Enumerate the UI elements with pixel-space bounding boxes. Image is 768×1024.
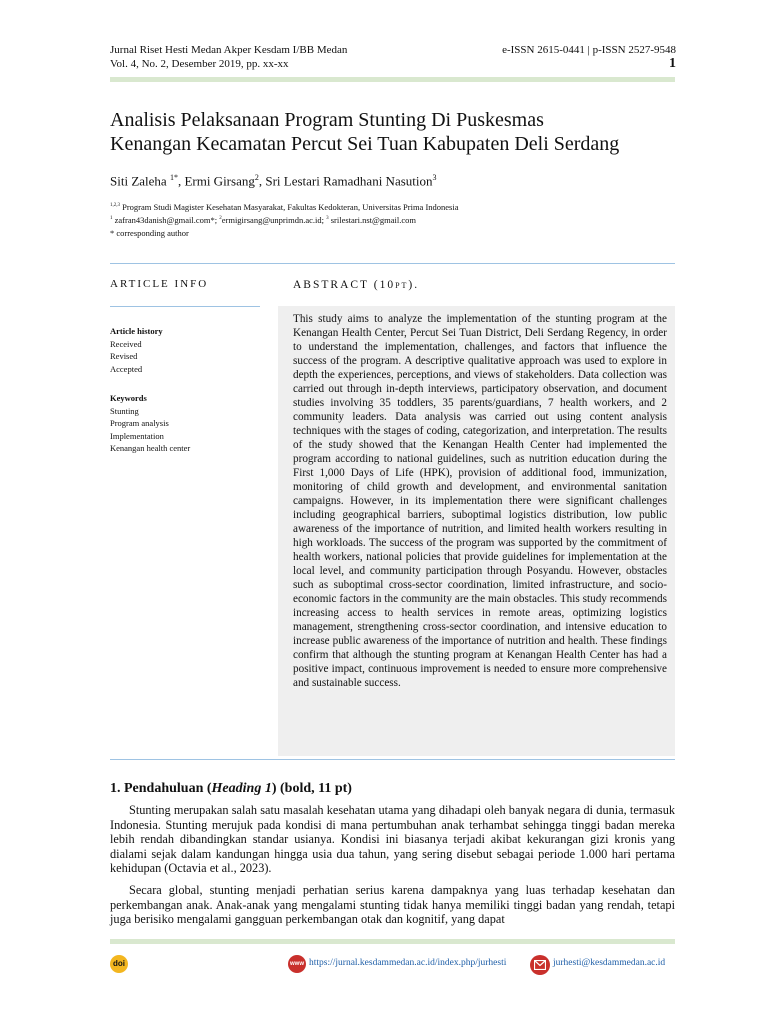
issn-header — [502, 43, 676, 71]
issn-text: e-ISSN 2615-0441 | p-ISSN 2527-9548 — [502, 44, 676, 56]
paragraph-1-text: Stunting merupakan salah satu masalah kesehatan utama yang dihadapi oleh banyak negara di dunia, termasuk Indonesia. Stunting merujuk pada kondisi di mana pertumbuhan anak terhambat sehingga tinggi badan mereka lebih rendah dibandingkan standar usianya. Kondisi ini biasanya terjadi akibat kekurangan gizi kronis yang dialami sejak dalam kandungan hingga usia dua tahun, yang sering disebut sebagai periode 1.000 hari pertama kehidupan (Octavia et al., 2023). — [110, 803, 675, 875]
article-info-heading: ARTICLE INFO — [110, 278, 209, 290]
title-line-2: Kenangan Kecamatan Percut Sei Tuan Kabupaten Deli Serdang — [110, 133, 620, 155]
keyword-item: Stunting — [110, 405, 139, 416]
body-paragraph-1 — [110, 803, 675, 876]
corresponding-note: * corresponding author — [110, 227, 189, 238]
article-title — [110, 108, 690, 156]
abstract-heading-end: ). — [408, 279, 420, 291]
mail-icon — [530, 955, 550, 975]
email-marker-3: 3 — [326, 216, 329, 222]
paragraph-2-text: Secara global, stunting menjadi perhatian serius karena dampaknya yang luas terhadap kesehatan dan perkembangan anak. Anak-anak yang mengalami stunting tidak hanya memiliki tinggi badan yang rendah, tetapi juga berisiko mengalami gangguan perkembangan otak dan kognitif, yang dapat — [110, 883, 675, 926]
affiliation-block — [110, 200, 459, 239]
received-label: Received — [110, 338, 142, 349]
heading-part-3: ) (bold, 11 pt) — [271, 781, 352, 796]
affiliation-text: Program Studi Magister Kesehatan Masyarakat, Fakultas Kedokteran, Universitas Prima Indonesia — [120, 201, 459, 212]
abstract-heading — [293, 279, 419, 291]
author-1: Siti Zaleha — [110, 173, 170, 189]
header-divider — [110, 77, 675, 82]
article-history — [110, 325, 163, 375]
journal-email-link[interactable]: jurhesti@kesdammedan.ac.id — [553, 958, 666, 968]
author-2: , Ermi Girsang — [177, 173, 255, 189]
body-paragraph-2 — [110, 883, 675, 927]
author-list — [110, 173, 437, 189]
author-3: , Sri Lestari Ramadhani Nasution — [258, 173, 433, 189]
accepted-label: Accepted — [110, 363, 143, 374]
email-3[interactable]: srilestari.nst@gmail.com — [328, 215, 416, 226]
history-label: Article history — [110, 326, 163, 336]
keyword-item: Program analysis — [110, 418, 169, 428]
author-2-marker: 2 — [254, 173, 259, 182]
footer-divider — [110, 939, 675, 944]
section-heading — [110, 781, 352, 797]
section-rule-top — [110, 263, 675, 264]
abstract-text: This study aims to analyze the implementation of the stunting program at the Kenangan Health Center, Percut Sei Tuan District, Deli Serdang Regency, in order to understand the implementation, challenges, and factors that influence the success of the program. A descriptive qualitative approach was used to explore in depth the experiences, perceptions, and views of stakeholders. Data collection was carried out through in-depth interviews, participatory observation, and document studies involving 35 toddlers, 35 parents/guardians, 7 health workers, and 2 community leaders. Data analysis was carried out using content analysis techniques with the stages of coding, categorization, and interpretation. The results of the study showed that the Kenangan Health Center had implemented the program according to national guidelines, such as nutrition education during the First 1,000 Days of Life (HPK), provision of additional food, immunization, monitoring of child growth and development, and environmental sanitation campaigns. However, in its implementation there were significant challenges including geographical barriers, suboptimal logistics distribution, low public awareness of the importance of nutrition, and limited health workers resulting in high workloads. The success of the program was supported by the commitment of health workers, national policies that provide guidelines for implementation at the local level, and community participation through Posyandu. However, obstacles such as suboptimal cross-sector coordination, limited infrastructure, and socio-economic factors in the community are the main obstacles. This study recommends increasing access to health services in remote areas, optimizing logistics management, strengthening cross-sector coordination, and intensive education to increase public awareness of the importance of nutrition and health. These findings confirm that although the stunting program at Kenangan Health Center has had a positive impact, continuous improvement is needed to ensure more comprehensive and sustainable success. — [293, 313, 667, 689]
email-marker-2: 2 — [219, 216, 222, 222]
abstract-heading-text: ABSTRACT (10 — [293, 279, 396, 291]
article-info-rule — [110, 306, 260, 307]
keywords-block — [110, 392, 190, 455]
heading-part-1: 1. Pendahuluan ( — [110, 781, 212, 796]
revised-label: Revised — [110, 351, 138, 361]
journal-volume: Vol. 4, No. 2, Desember 2019, pp. xx-xx — [110, 58, 289, 70]
email-2[interactable]: ermigirsang@unprimdn.ac.id; — [221, 215, 327, 226]
title-line-1: Analisis Pelaksanaan Program Stunting Di Puskesmas — [110, 109, 544, 131]
email-line — [110, 213, 459, 226]
heading-part-2: Heading 1 — [211, 781, 272, 796]
affiliation-line — [110, 200, 459, 213]
page-number: 1 — [669, 56, 676, 71]
affiliation-marker: 1,2,3 — [110, 203, 120, 208]
keyword-item: Kenangan health center — [110, 443, 191, 453]
doi-icon[interactable]: doi — [110, 955, 128, 973]
abstract-heading-small: PT — [395, 281, 409, 290]
page-footer — [110, 955, 675, 973]
author-1-marker: 1* — [169, 173, 178, 182]
journal-name: Jurnal Riset Hesti Medan Akper Kesdam I/BB Medan — [110, 44, 348, 56]
author-3-marker: 3 — [432, 173, 437, 182]
email-1[interactable]: zafran43danish@gmail.com*; — [112, 215, 220, 226]
www-icon: www — [288, 955, 306, 973]
journal-url-link[interactable]: https://jurnal.kesdammedan.ac.id/index.php/jurhesti — [309, 958, 507, 968]
section-rule-bottom — [110, 759, 675, 760]
keyword-item: Implementation — [110, 430, 164, 441]
keywords-label: Keywords — [110, 393, 147, 403]
journal-header — [110, 43, 347, 71]
email-marker-1: 1 — [110, 216, 113, 222]
